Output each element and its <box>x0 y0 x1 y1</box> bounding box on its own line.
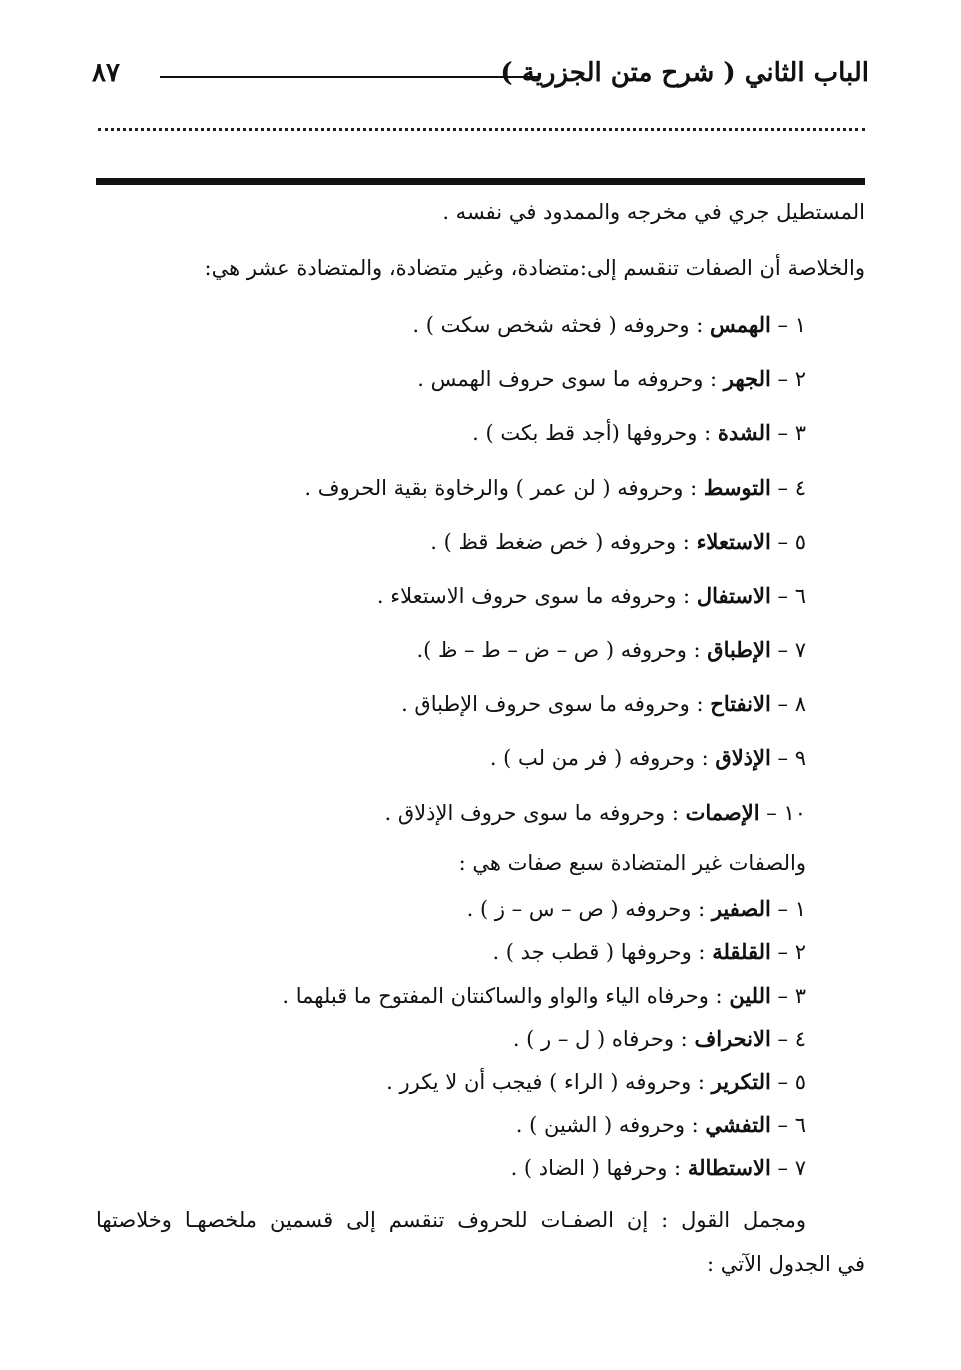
header-rule <box>160 76 540 78</box>
item-term: الإطباق <box>707 637 771 662</box>
item-term: الإصمات <box>685 800 760 825</box>
opposing-item <box>401 691 806 717</box>
item-desc: : وحروفه ( لن عمر ) والرخاوة بقية الحروف . <box>304 476 698 500</box>
item-desc: : وحرفاه ( ل – ر ) . <box>512 1027 688 1051</box>
item-desc: : وحرفها ( الضاد ) . <box>510 1156 682 1180</box>
item-term: التوسط <box>703 475 771 500</box>
item-number: ٩ – <box>777 746 806 770</box>
page-number: ٨٧ <box>92 58 120 88</box>
intro-line-2: والخلاصة أن الصفات تنقسم إلى:متضادة، وغير متضادة، والمتضادة عشر هي: <box>204 256 865 280</box>
item-number: ٤ – <box>777 1027 806 1051</box>
summary-line-1: ومجمل القول : إن الصفـات للحروف تنقسم إلى قسمين ملخصهـا وخلاصتها <box>96 1208 806 1232</box>
item-number: ٣ – <box>777 421 806 445</box>
item-number: ٢ – <box>777 940 806 964</box>
item-number: ١ – <box>777 313 806 337</box>
item-number: ٢ – <box>777 367 806 391</box>
item-term: الانفتاح <box>710 691 771 716</box>
summary-line-2: في الجدول الآتي : <box>706 1252 865 1276</box>
item-term: الهمس <box>710 312 771 337</box>
item-desc: : وحروفه ما سوى حروف الهمس . <box>417 367 718 391</box>
item-term: التفشي <box>705 1112 771 1137</box>
item-term: الاستعلاء <box>696 529 771 554</box>
non-opposing-item <box>492 939 806 965</box>
item-term: الصفير <box>711 896 771 921</box>
item-number: ٣ – <box>777 984 806 1008</box>
item-number: ٧ – <box>777 1156 806 1180</box>
dotted-divider <box>98 128 865 131</box>
item-desc: : وحروفه ما سوى حروف الإذلاق . <box>384 801 679 825</box>
item-term: الشدة <box>717 420 771 445</box>
item-desc: : وحروفه ( فر من لب ) . <box>489 746 709 770</box>
item-term: الاستفال <box>696 583 771 608</box>
item-desc: : وحروفه ( ص – ض – ط – ظ ). <box>416 638 701 662</box>
non-opposing-item <box>282 983 806 1009</box>
non-opposing-item <box>511 1155 806 1181</box>
item-desc: : وحروفها ( قطب جد ) . <box>492 940 706 964</box>
item-term: اللين <box>729 983 771 1008</box>
opposing-item <box>416 637 806 663</box>
item-desc: : وحروفه ( ص – س – ز ) . <box>466 897 706 921</box>
opposing-item <box>472 420 806 446</box>
item-desc: : وحروفها (أجد قط بكت ) . <box>472 421 712 445</box>
item-term: الجهر <box>723 366 771 391</box>
item-number: ٥ – <box>777 1070 806 1094</box>
thick-divider <box>96 178 865 185</box>
non-opposing-item <box>467 896 806 922</box>
item-desc: : وحروفه ( فحثه شخص سكت ) . <box>412 313 704 337</box>
opposing-item <box>385 800 806 826</box>
opposing-item <box>417 366 806 392</box>
item-number: ١٠ – <box>766 801 806 825</box>
item-term: الإذلاق <box>715 745 771 770</box>
header-title: الباب الثاني ( شرح متن الجزرية ) <box>500 58 869 88</box>
item-desc: : وحروفه ما سوى حروف الاستعلاء . <box>376 584 691 608</box>
opposing-item <box>304 475 806 501</box>
item-number: ٦ – <box>777 584 806 608</box>
item-term: الانحراف <box>694 1026 771 1051</box>
item-desc: : وحروفه ( خص ضغط قظ ) . <box>430 530 690 554</box>
item-number: ٦ – <box>777 1113 806 1137</box>
item-number: ٥ – <box>777 530 806 554</box>
intro-line-1: المستطيل جري في مخرجه والممدود في نفسه . <box>442 200 865 224</box>
item-term: التكرير <box>711 1069 771 1094</box>
item-term: القلقلة <box>712 939 771 964</box>
non-opposing-item <box>513 1026 806 1052</box>
item-number: ١ – <box>777 897 806 921</box>
non-opposing-item <box>516 1112 806 1138</box>
non-opposing-intro: والصفات غير المتضادة سبع صفات هي : <box>458 851 806 875</box>
item-desc: : وحروفه ما سوى حروف الإطباق . <box>401 692 704 716</box>
item-desc: : وحرفاه الياء والواو والساكنتان المفتوح ما قبلهما . <box>282 984 723 1008</box>
opposing-item <box>377 583 806 609</box>
non-opposing-item <box>386 1069 806 1095</box>
item-term: الاستطالة <box>687 1155 771 1180</box>
item-number: ٧ – <box>777 638 806 662</box>
item-desc: : وحروفه ( الشين ) . <box>515 1113 699 1137</box>
opposing-item <box>490 745 806 771</box>
opposing-item <box>412 312 806 338</box>
item-number: ٨ – <box>777 692 806 716</box>
opposing-item <box>430 529 806 555</box>
item-number: ٤ – <box>777 476 806 500</box>
item-desc: : وحروفه ( الراء ) فيجب أن لا يكرر . <box>386 1070 705 1094</box>
